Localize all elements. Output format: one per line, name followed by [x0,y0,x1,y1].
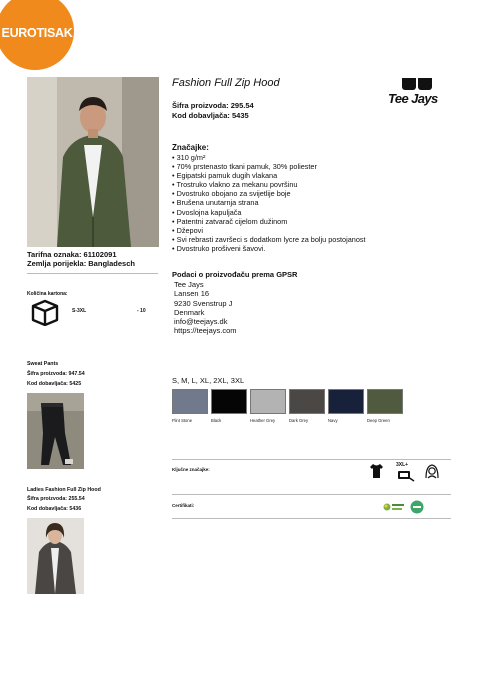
color-swatch-label: Navy [328,418,338,423]
brand-mark-icon [402,78,432,90]
color-swatch[interactable] [250,389,286,414]
feature-item: • Svi rebrasti završeci s dodatkom lycre za bolju postojanost [172,234,366,244]
color-swatch[interactable] [211,389,247,414]
divider [172,459,451,460]
features-list [172,153,366,253]
feature-item: • Brušena unutarnja strana [172,198,259,208]
color-swatch[interactable] [367,389,403,414]
size-badge-text: 3XL+ [396,462,409,468]
tee-jays-logo [388,78,458,108]
product-photo [27,77,159,247]
related-product-code: Kod dobavljača: 5425 [27,381,82,387]
certificates-label: Certifikati: [172,503,195,508]
feature-item: • Dvostruko prošiveni šavovi. [172,243,266,253]
related-product-code: Kod dobavljača: 5436 [27,506,82,512]
brand-name: Tee Jays [388,91,438,106]
feature-item: • Dvostruko obojano za svijetlije boje [172,189,291,199]
color-swatch-label: Heather Grey [250,418,276,423]
divider [172,518,451,519]
better-cotton-icon [383,500,405,514]
gpsr-title: Podaci o proizvođaču prema GPSR [172,270,298,279]
related-product-sku: Šifra proizvoda: 255.54 [27,496,85,502]
divider [27,273,158,274]
product-title: Fashion Full Zip Hood [172,77,280,89]
color-swatch-label: Dark Grey [289,418,309,423]
related-product-sku: Šifra proizvoda: 947.54 [27,371,85,377]
related-product-name[interactable]: Sweat Pants [27,361,59,367]
feature-item: • Patentni zatvarač cijelom dužinom [172,216,288,226]
feature-item: • 310 g/m² [172,153,206,162]
hood-icon [424,463,440,479]
features-title: Značajke: [172,143,209,152]
color-swatch[interactable] [289,389,325,414]
color-swatch-label: Flint Stone [172,418,193,423]
color-swatch[interactable] [172,389,208,414]
color-swatch[interactable] [328,389,364,414]
gpsr-line: Lansen 16 [174,289,210,299]
related-product-photo[interactable] [27,393,84,469]
eurotisak-logo [0,0,74,70]
key-features-label: Ključne značajke: [172,467,210,472]
carton-box-icon [30,298,60,326]
related-product-name[interactable]: Ladies Fashion Full Zip Hood [27,487,101,493]
gpsr-line: 9230 Svenstrup J [174,298,233,308]
gpsr-line: Denmark [174,307,205,317]
tariff-code: Tarifna oznaka: 61102091 [27,250,117,259]
product-sku: Šifra proizvoda: 295.54 [172,101,254,110]
logo-text: EUROTISAK [1,26,73,40]
gpsr-email-link[interactable]: info@teejays.dk [174,317,228,327]
sizes-list: S, M, L, XL, 2XL, 3XL [172,376,245,385]
gpsr-website-link[interactable]: https://teejays.com [174,326,237,336]
oeko-tex-icon [410,500,424,514]
divider [172,494,451,495]
feature-item: • Dvoslojna kapuljača [172,207,242,217]
gpsr-address [174,280,237,336]
feature-item: • 70% prstenasto tkani pamuk, 30% poliester [172,162,317,172]
carton-size-range: S-3XL [72,308,87,314]
feature-item: • Džepovi [172,225,203,235]
feature-item: • Egipatski pamuk dugih vlakana [172,171,278,181]
size-3xl-plus-icon [396,462,416,482]
tshirt-icon [369,463,384,479]
color-swatch-label: Black [211,418,222,423]
carton-label: Količina kartona: [27,291,68,297]
color-swatch-label: Deep Green [367,418,390,423]
gpsr-line: Tee Jays [174,280,204,289]
feature-item: • Trostruko vlakno za mekanu površinu [172,180,298,190]
country-of-origin: Zemlja porijekla: Bangladesch [27,259,135,268]
supplier-code: Kod dobavljača: 5435 [172,111,249,120]
related-product-photo[interactable] [27,518,84,594]
carton-quantity: - 10 [137,308,146,314]
